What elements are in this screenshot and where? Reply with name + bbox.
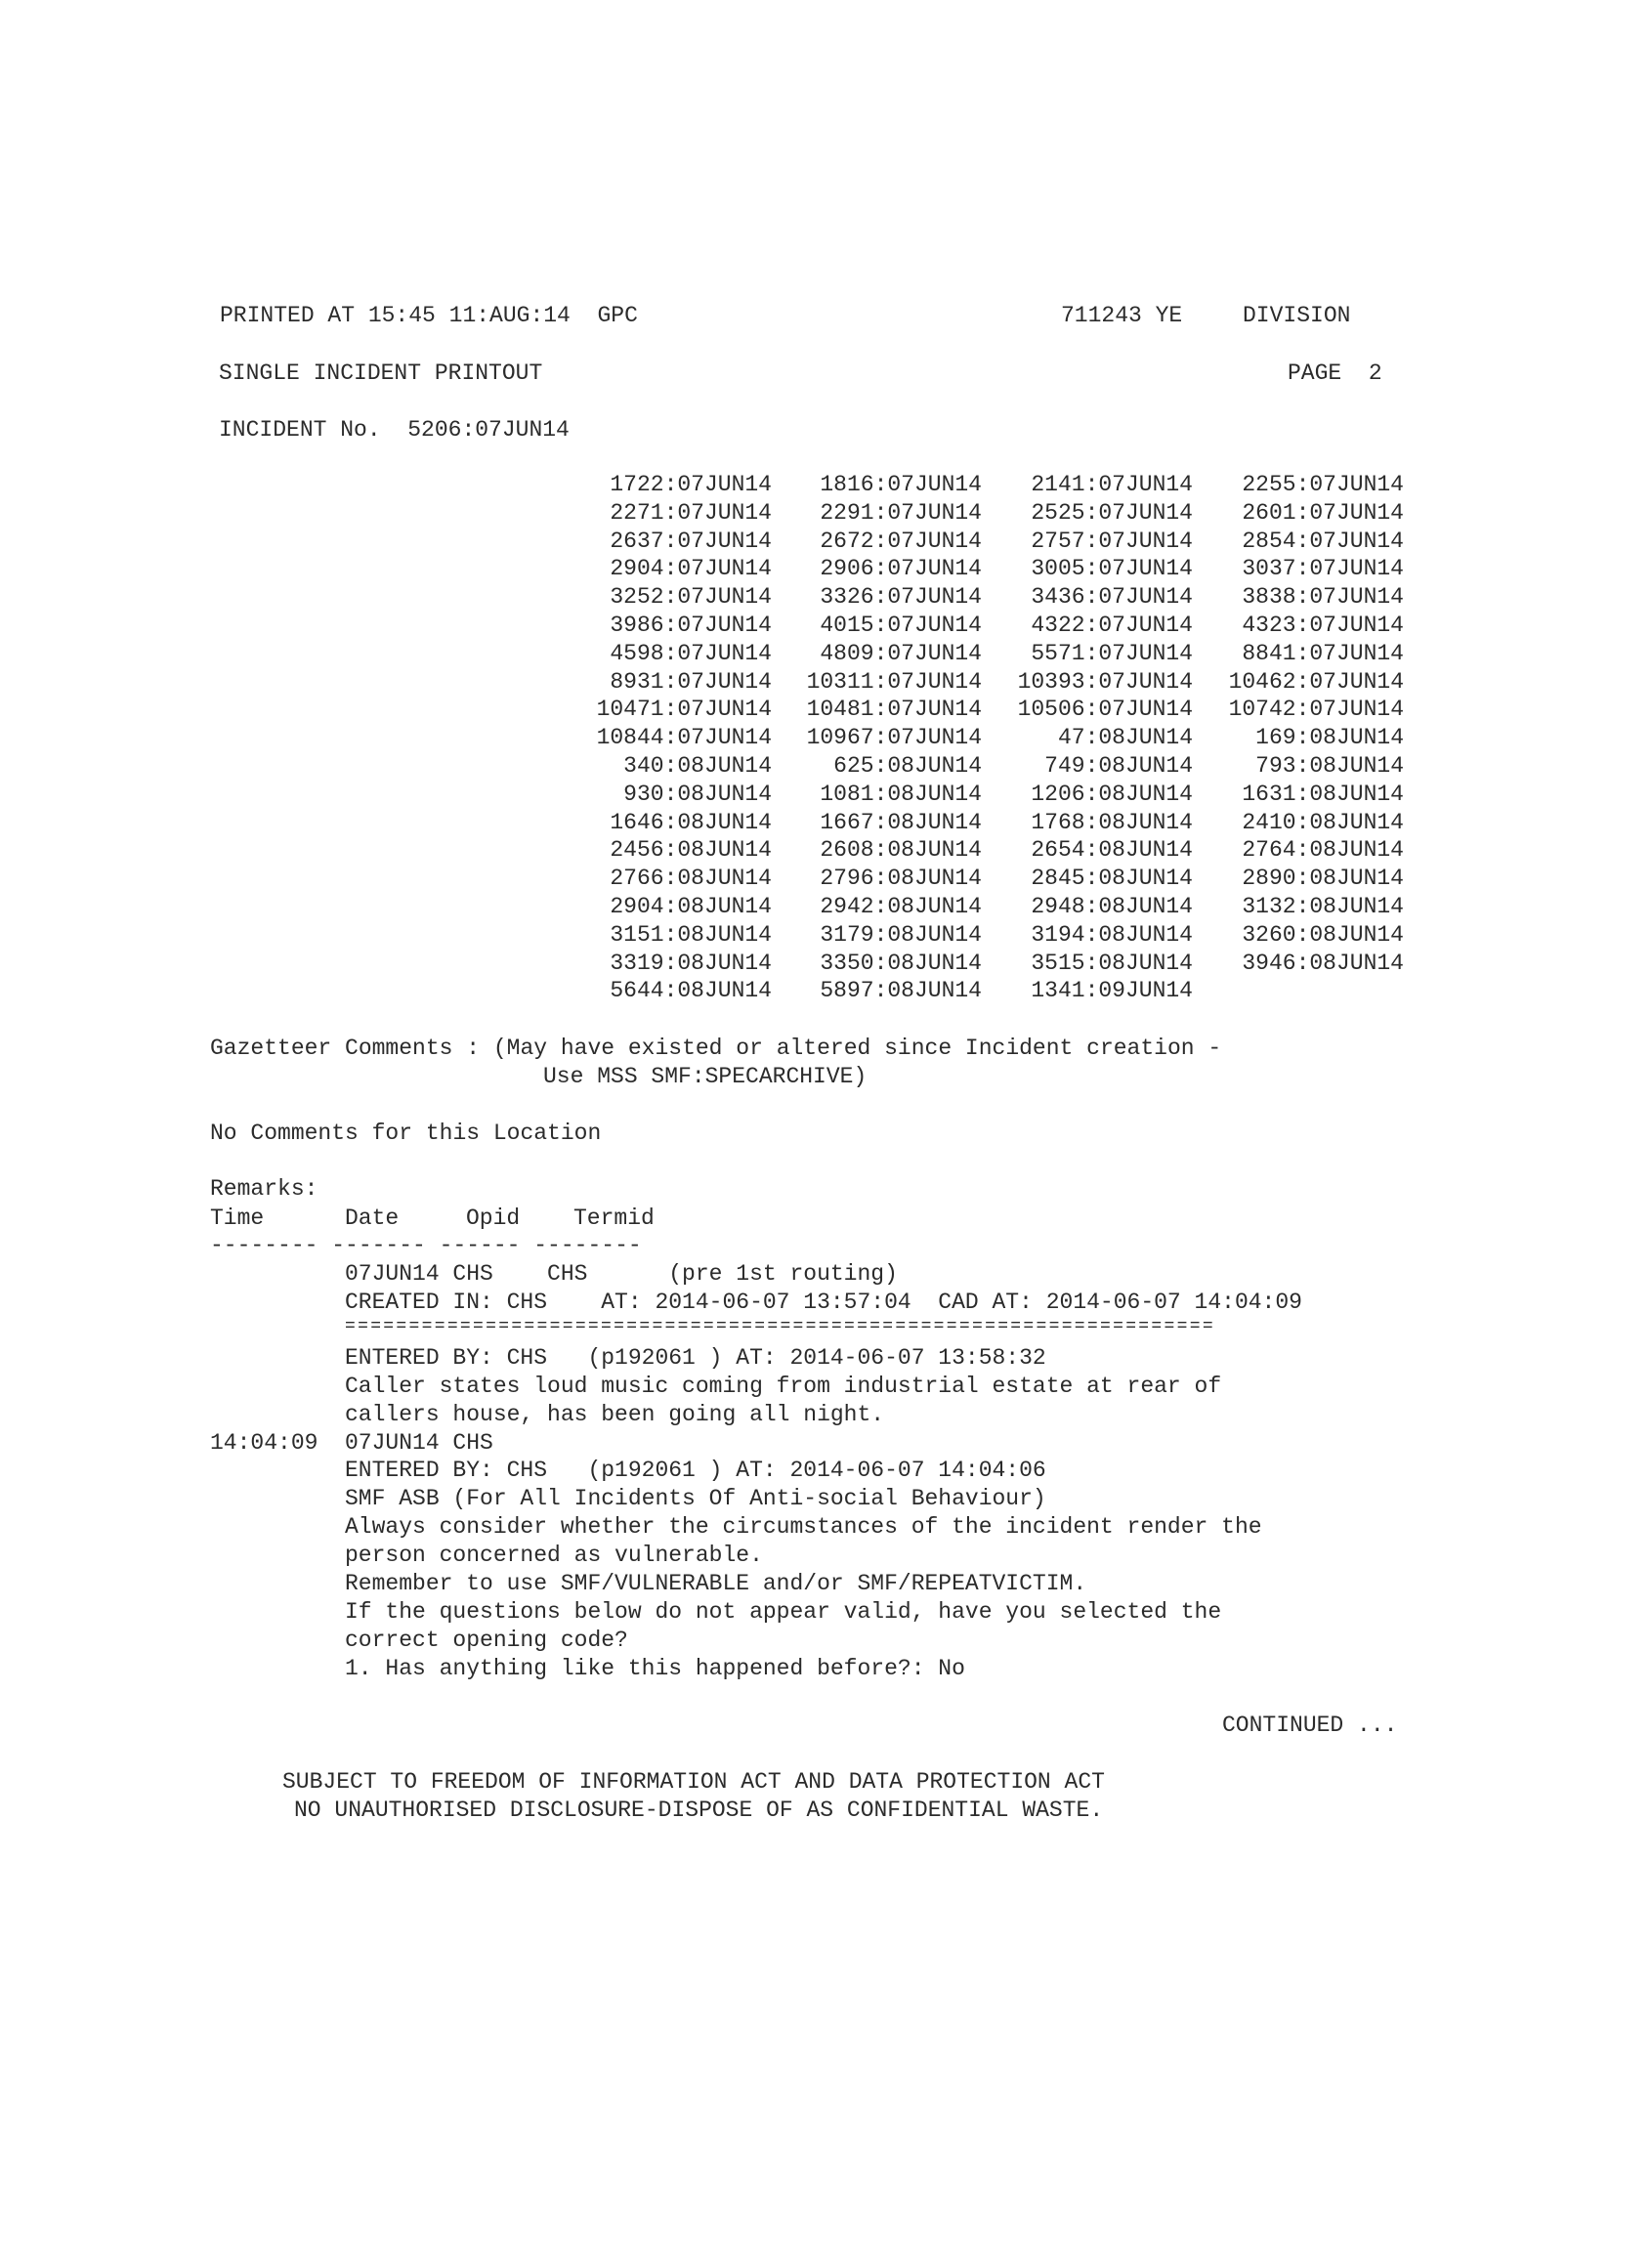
document-title: SINGLE INCIDENT PRINTOUT bbox=[219, 360, 543, 386]
incident-row bbox=[528, 528, 1407, 556]
incident-ref: 4322:07JUN14 bbox=[1031, 612, 1193, 638]
incident-row bbox=[528, 471, 1407, 499]
incident-ref: 8841:07JUN14 bbox=[1242, 640, 1404, 666]
incident-row bbox=[528, 583, 1407, 612]
incident-ref: 10393:07JUN14 bbox=[1017, 668, 1193, 695]
incident-ref: 5571:07JUN14 bbox=[1031, 640, 1193, 666]
incident-ref: 3838:07JUN14 bbox=[1242, 584, 1404, 611]
incident-row bbox=[528, 836, 1407, 865]
incident-ref: 2764:08JUN14 bbox=[1242, 837, 1404, 864]
incident-ref: 2456:08JUN14 bbox=[610, 837, 772, 864]
incident-ref: 1722:07JUN14 bbox=[610, 472, 772, 497]
incident-ref: 2291:07JUN14 bbox=[820, 499, 982, 526]
incident-ref: 340:08JUN14 bbox=[623, 752, 772, 779]
incident-ref: 47:08JUN14 bbox=[1057, 725, 1193, 751]
incident-ref: 2904:08JUN14 bbox=[610, 893, 772, 919]
incident-ref: 3946:08JUN14 bbox=[1242, 950, 1404, 976]
incident-ref: 1646:08JUN14 bbox=[610, 809, 772, 835]
incident-ref: 2942:08JUN14 bbox=[820, 893, 982, 919]
incident-row bbox=[528, 977, 1407, 1005]
continued-label: CONTINUED ... bbox=[1222, 1713, 1398, 1738]
incident-row bbox=[528, 781, 1407, 809]
separator: ==================================================================== bbox=[345, 1317, 1215, 1336]
smf-asb: SMF ASB (For All Incidents Of Anti-social Behaviour) bbox=[345, 1486, 1046, 1511]
remark-time-2: 14:04:09 bbox=[210, 1430, 318, 1456]
entered-by-1: ENTERED BY: CHS (p192061 ) AT: 2014-06-07 13:58:32 bbox=[345, 1345, 1046, 1371]
incident-row bbox=[528, 555, 1407, 583]
incident-ref: 10471:07JUN14 bbox=[596, 697, 772, 723]
incident-ref: 10967:07JUN14 bbox=[806, 725, 982, 751]
incident-ref: 3151:08JUN14 bbox=[610, 921, 772, 948]
incident-ref: 3132:08JUN14 bbox=[1242, 893, 1404, 919]
printed-at: PRINTED AT 15:45 11:AUG:14 GPC bbox=[220, 303, 638, 328]
incident-ref: 10311:07JUN14 bbox=[806, 668, 982, 695]
incident-ref: 10462:07JUN14 bbox=[1228, 668, 1404, 695]
incident-row bbox=[528, 809, 1407, 837]
incident-ref: 2948:08JUN14 bbox=[1031, 893, 1193, 919]
remark-row-1: 07JUN14 CHS CHS (pre 1st routing) bbox=[345, 1261, 898, 1287]
incident-ref: 2525:07JUN14 bbox=[1031, 499, 1193, 526]
always-consider-cont: person concerned as vulnerable. bbox=[345, 1543, 763, 1568]
disclosure-notice: NO UNAUTHORISED DISCLOSURE-DISPOSE OF AS CONFIDENTIAL WASTE. bbox=[294, 1798, 1104, 1823]
incident-ref: 3194:08JUN14 bbox=[1031, 921, 1193, 948]
incident-ref: 10844:07JUN14 bbox=[596, 725, 772, 751]
incident-ref: 5897:08JUN14 bbox=[820, 978, 982, 1004]
incident-ref: 930:08JUN14 bbox=[623, 781, 772, 807]
incident-ref: 10742:07JUN14 bbox=[1228, 697, 1404, 723]
incident-ref: 2904:07JUN14 bbox=[610, 556, 772, 582]
incident-ref: 2255:07JUN14 bbox=[1242, 472, 1404, 497]
incident-ref: 625:08JUN14 bbox=[833, 752, 982, 779]
incident-ref: 2906:07JUN14 bbox=[820, 556, 982, 582]
created-in: CREATED IN: CHS AT: 2014-06-07 13:57:04 CAD AT: 2014-06-07 14:04:09 bbox=[345, 1290, 1302, 1315]
incident-ref: 2601:07JUN14 bbox=[1242, 499, 1404, 526]
incident-row bbox=[528, 724, 1407, 752]
reference-number: 711243 YE bbox=[1061, 303, 1183, 328]
remark-row-2: 07JUN14 CHS bbox=[345, 1430, 493, 1456]
incident-number: INCIDENT No. 5206:07JUN14 bbox=[219, 417, 570, 443]
col-date: Date bbox=[345, 1206, 400, 1231]
incident-ref: 3252:07JUN14 bbox=[610, 584, 772, 611]
incident-ref: 3260:08JUN14 bbox=[1242, 921, 1404, 948]
page-number: PAGE 2 bbox=[1288, 360, 1382, 386]
incident-row bbox=[528, 893, 1407, 921]
questions-note-cont: correct opening code? bbox=[345, 1628, 628, 1653]
incident-ref: 4323:07JUN14 bbox=[1242, 612, 1404, 638]
incident-ref: 3319:08JUN14 bbox=[610, 950, 772, 976]
entered-by-2: ENTERED BY: CHS (p192061 ) AT: 2014-06-07 14:04:06 bbox=[345, 1458, 1046, 1483]
incident-ref: 3515:08JUN14 bbox=[1031, 950, 1193, 976]
division-label: DIVISION bbox=[1243, 303, 1351, 328]
incident-row bbox=[528, 499, 1407, 528]
incident-ref: 4809:07JUN14 bbox=[820, 640, 982, 666]
incident-ref: 2141:07JUN14 bbox=[1031, 472, 1193, 497]
incident-ref: 749:08JUN14 bbox=[1044, 752, 1193, 779]
incident-row bbox=[528, 865, 1407, 893]
incident-ref: 2654:08JUN14 bbox=[1031, 837, 1193, 864]
remarks-label: Remarks: bbox=[210, 1176, 318, 1202]
incident-ref: 2608:08JUN14 bbox=[820, 837, 982, 864]
incident-ref: 793:08JUN14 bbox=[1255, 752, 1404, 779]
incident-ref: 3326:07JUN14 bbox=[820, 584, 982, 611]
col-termid: Termid bbox=[573, 1206, 655, 1231]
incident-row bbox=[528, 752, 1407, 781]
incident-ref: 2410:08JUN14 bbox=[1242, 809, 1404, 835]
incident-ref: 2796:08JUN14 bbox=[820, 866, 982, 892]
incident-ref: 2845:08JUN14 bbox=[1031, 866, 1193, 892]
incident-ref: 1081:08JUN14 bbox=[820, 781, 982, 807]
no-comments: No Comments for this Location bbox=[210, 1121, 602, 1146]
incident-ref: 10481:07JUN14 bbox=[806, 697, 982, 723]
incident-ref: 3986:07JUN14 bbox=[610, 612, 772, 638]
incident-row bbox=[528, 696, 1407, 724]
incident-ref: 3005:07JUN14 bbox=[1031, 556, 1193, 582]
incident-row bbox=[528, 668, 1407, 697]
incident-ref: 5644:08JUN14 bbox=[610, 978, 772, 1004]
incident-ref: 8931:07JUN14 bbox=[610, 668, 772, 695]
caller-statement-cont: callers house, has been going all night. bbox=[345, 1402, 885, 1427]
question-1: 1. Has anything like this happened before?: No bbox=[345, 1656, 965, 1681]
foi-notice: SUBJECT TO FREEDOM OF INFORMATION ACT AND DATA PROTECTION ACT bbox=[282, 1769, 1105, 1795]
incident-ref: 1631:08JUN14 bbox=[1242, 781, 1404, 807]
caller-statement: Caller states loud music coming from industrial estate at rear of bbox=[345, 1374, 1222, 1399]
incident-row bbox=[528, 612, 1407, 640]
incident-ref: 1816:07JUN14 bbox=[820, 472, 982, 497]
col-time: Time bbox=[210, 1206, 265, 1231]
incident-ref: 2757:07JUN14 bbox=[1031, 528, 1193, 554]
incident-ref: 2766:08JUN14 bbox=[610, 866, 772, 892]
incident-ref: 1206:08JUN14 bbox=[1031, 781, 1193, 807]
incident-ref: 1667:08JUN14 bbox=[820, 809, 982, 835]
incident-ref: 2672:07JUN14 bbox=[820, 528, 982, 554]
col-opid: Opid bbox=[466, 1206, 521, 1231]
incident-ref: 3436:07JUN14 bbox=[1031, 584, 1193, 611]
incident-ref: 4598:07JUN14 bbox=[610, 640, 772, 666]
incident-ref: 2890:08JUN14 bbox=[1242, 866, 1404, 892]
incident-ref: 2854:07JUN14 bbox=[1242, 528, 1404, 554]
incident-ref: 169:08JUN14 bbox=[1255, 725, 1404, 751]
column-underline: -------- ------- ------ -------- bbox=[210, 1233, 642, 1258]
remember-note: Remember to use SMF/VULNERABLE and/or SMF/REPEATVICTIM. bbox=[345, 1571, 1087, 1596]
incident-row bbox=[528, 640, 1407, 668]
incident-ref: 10506:07JUN14 bbox=[1017, 697, 1193, 723]
incident-ref: 2271:07JUN14 bbox=[610, 499, 772, 526]
gazetteer-comments-cont: Use MSS SMF:SPECARCHIVE) bbox=[543, 1064, 868, 1089]
incident-ref: 3037:07JUN14 bbox=[1242, 556, 1404, 582]
incident-ref: 1768:08JUN14 bbox=[1031, 809, 1193, 835]
gazetteer-comments: Gazetteer Comments : (May have existed or altered since Incident creation - bbox=[210, 1036, 1222, 1061]
incident-ref: 1341:09JUN14 bbox=[1031, 978, 1193, 1004]
incident-list bbox=[528, 471, 1407, 1005]
always-consider: Always consider whether the circumstances of the incident render the bbox=[345, 1514, 1262, 1540]
questions-note: If the questions below do not appear valid, have you selected the bbox=[345, 1599, 1222, 1625]
incident-ref: 3350:08JUN14 bbox=[820, 950, 982, 976]
incident-row bbox=[528, 950, 1407, 978]
incident-ref: 4015:07JUN14 bbox=[820, 612, 982, 638]
incident-ref: 2637:07JUN14 bbox=[610, 528, 772, 554]
incident-row bbox=[528, 921, 1407, 950]
incident-ref: 3179:08JUN14 bbox=[820, 921, 982, 948]
